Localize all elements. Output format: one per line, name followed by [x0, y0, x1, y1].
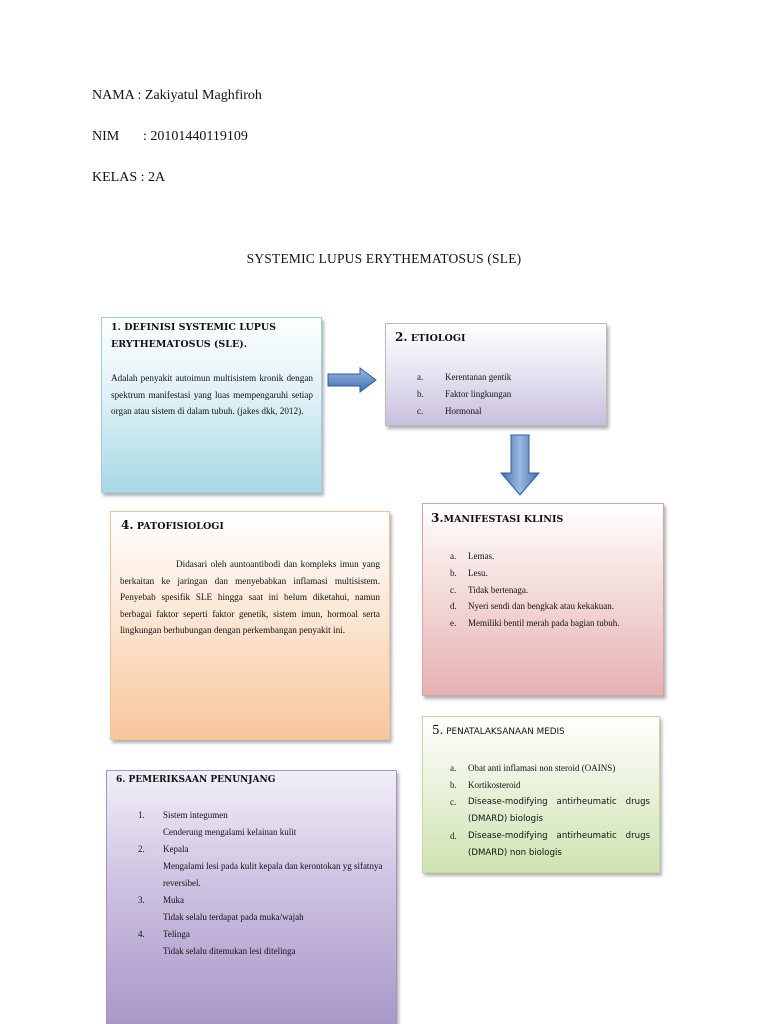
list-item-label: d. — [450, 830, 457, 841]
list-item-label: 3. — [138, 895, 145, 905]
list-item — [450, 582, 619, 599]
box-manifestasi — [422, 503, 664, 696]
box-patofisiologi-title: PATOFISIOLOGI — [136, 521, 224, 532]
list-item-text: Disease-modifying antirheumatic drugs (DMARD) biologis — [468, 796, 650, 824]
list-item — [417, 369, 511, 386]
list-item-text: Tidak bertenaga. — [468, 584, 529, 595]
box-penatalaksanaan-number: 5. — [432, 723, 444, 737]
box-etiologi-heading — [395, 329, 465, 347]
list-item — [450, 760, 650, 777]
list-item-text: Obat anti inflamasi non steroid (OAINS) — [468, 763, 616, 773]
arrow-right-icon — [326, 366, 378, 394]
list-item-label: b. — [450, 779, 457, 790]
arrow-down-icon — [499, 433, 541, 497]
list-item-label: c. — [450, 796, 457, 807]
list-item-text: Faktor lingkungan — [445, 388, 512, 399]
list-item — [138, 807, 393, 841]
box-definisi-title: DEFINISI SYSTEMIC LUPUS ERYTHEMATOSUS (SLE). — [111, 322, 277, 350]
student-class: KELAS : 2A — [92, 170, 166, 185]
box-definisi-text: Adalah penyakit autoimun multisistem kronik dengan spektrum manifestasi yang luas mempengaruhi setiap organ atau sistem di dalam tubuh. (jakes dkk, 2012). — [111, 373, 313, 416]
list-item-text: Nyeri sendi dan bengkak atau kekakuan. — [468, 601, 614, 612]
list-item — [138, 892, 393, 926]
box-penatalaksanaan-title: PENATALAKSANAAN MEDIS — [446, 727, 565, 737]
box-patofisiologi — [110, 511, 390, 740]
list-item — [450, 565, 619, 582]
box-pemeriksaan-heading — [116, 772, 275, 789]
box-pemeriksaan-title: PEMERIKSAAN PENUNJANG — [128, 775, 276, 785]
list-item-desc: Tidak selalu ditemukan lesi ditelinga — [163, 946, 296, 956]
box-etiologi-number: 2. — [395, 330, 408, 344]
box-manifestasi-title: MANIFESTASI KLINIS — [443, 514, 564, 525]
document-title: SYSTEMIC LUPUS ERYTHEMATOSUS (SLE) — [246, 251, 522, 266]
list-item-text: Lemas. — [468, 551, 495, 561]
list-item-title: Sistem integumen — [163, 810, 228, 820]
student-name: NAMA : Zakiyatul Maghfiroh — [92, 88, 262, 103]
student-nim-value: : 20101440119109 — [143, 129, 248, 144]
list-item — [417, 386, 511, 403]
list-item-label: b. — [417, 388, 424, 399]
box-definisi — [101, 317, 322, 493]
list-item-text: Hormonal — [445, 405, 482, 416]
box-patofisiologi-text: Didasari oleh auntoantibodi dan kompleks imun yang berkaitan ke jaringan dan menyebabkan inflamasi multisistem. Penyebab spesifik SLE hingga saat ini belum diketahui, namun berbagai faktor seperti faktor genetik, sistem imun, hormoal serta lingkungan berhubungan dengan perkembangan penyakit ini. — [120, 559, 380, 635]
list-item-label: c. — [417, 405, 424, 416]
list-item — [450, 548, 619, 565]
list-item-label: 2. — [138, 844, 145, 854]
box-patofisiologi-number: 4. — [121, 518, 134, 532]
list-item-title: Kepala — [163, 844, 189, 854]
list-item-label: 4. — [138, 929, 145, 939]
student-nim-label: NIM — [92, 129, 120, 144]
list-item — [450, 828, 650, 862]
penatalaksanaan-list — [450, 760, 650, 862]
list-item-text: Kortikosteroid — [468, 779, 521, 790]
list-item-label: a. — [450, 763, 457, 773]
list-item — [450, 794, 650, 828]
pemeriksaan-list — [138, 807, 393, 960]
box-pemeriksaan-number: 6. — [116, 775, 126, 785]
list-item-text: Memiliki bentil merah pada bagian tubuh. — [468, 618, 620, 629]
list-item — [450, 598, 619, 615]
etiologi-list — [417, 369, 511, 419]
list-item — [417, 403, 511, 420]
box-patofisiologi-heading — [121, 517, 224, 535]
list-item-label: d. — [450, 601, 457, 612]
manifestasi-list — [450, 548, 619, 632]
list-item — [450, 615, 619, 632]
list-item — [138, 926, 393, 960]
list-item-desc: Tidak selalu terdapat pada muka/wajah — [163, 912, 304, 922]
box-definisi-heading — [111, 319, 301, 353]
box-definisi-number: 1. — [111, 322, 121, 333]
list-item-title: Muka — [163, 895, 184, 905]
box-etiologi — [385, 323, 607, 426]
list-item-text: Disease-modifying antirheumatic drugs (DMARD) non biologis — [468, 830, 650, 858]
list-item-desc: Mengalami lesi pada kulit kepala dan kerontokan yg sifatnya reversibel. — [163, 861, 383, 888]
list-item-label: b. — [450, 567, 457, 578]
list-item — [138, 841, 393, 892]
list-item-label: a. — [417, 372, 424, 382]
box-manifestasi-heading — [431, 510, 563, 528]
list-item-label: e. — [450, 618, 457, 629]
box-etiologi-title: ETIOLOGI — [410, 333, 466, 344]
box-manifestasi-number: 3. — [431, 511, 444, 525]
list-item-text: Kerentanan gentik — [445, 372, 512, 382]
list-item-label: a. — [450, 551, 457, 561]
box-pemeriksaan — [106, 770, 397, 1024]
list-item-title: Telinga — [163, 929, 190, 939]
list-item-label: 1. — [138, 810, 145, 820]
list-item-desc: Cenderung mengalami kelainan kulit — [163, 827, 297, 837]
list-item — [450, 777, 650, 794]
box-penatalaksanaan-heading — [432, 722, 565, 741]
list-item-text: Lesu. — [468, 567, 488, 578]
list-item-label: c. — [450, 584, 457, 595]
box-penatalaksanaan — [422, 716, 660, 873]
